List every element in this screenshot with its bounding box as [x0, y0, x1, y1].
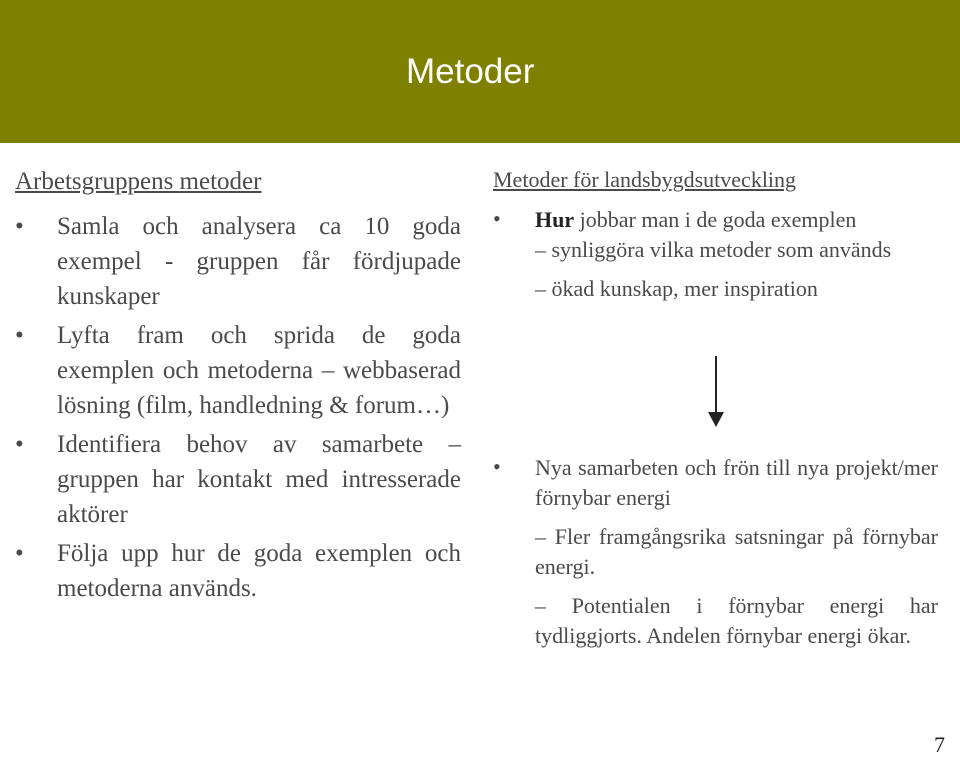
sub-item: – Potentialen i förnybar energi har tydliggjorts. Andelen förnybar energi ökar.: [535, 593, 938, 648]
sub-item: – Fler framgångsrika satsningar på förnybar energi.: [535, 524, 938, 579]
right-bullet-list-top: [493, 205, 938, 304]
emphasis-text: Hur: [535, 207, 575, 232]
left-list-item-text: Identifiera behov av samarbete – gruppen har kontakt med intresserade aktörer: [57, 431, 461, 528]
right-heading: Metoder för landsbygdsutveckling: [493, 167, 797, 192]
left-list-item-text: Lyfta fram och sprida de goda exemplen och metoderna – webbaserad lösning (film, handledning & forum…): [57, 322, 461, 419]
sub-item: – synliggöra vilka metoder som används: [535, 237, 892, 262]
right-list-item: [493, 453, 938, 513]
left-list-item-text: Samla och analysera ca 10 goda exempel - gruppen får fördjupade kunskaper: [57, 213, 461, 310]
right-list-item: [493, 205, 938, 235]
left-list-item-text: Följa upp hur de goda exemplen och metoderna används.: [57, 540, 461, 602]
bullet-icon: •: [15, 322, 24, 349]
left-list-item: [15, 427, 461, 532]
slide-title: Metoder: [406, 52, 535, 91]
right-bullet-list-bottom: [493, 453, 938, 651]
left-heading: Arbetsgruppens metoder: [15, 168, 262, 195]
title-bar: [0, 0, 960, 143]
left-list-item: [15, 318, 461, 423]
bullet-icon: •: [15, 213, 24, 240]
bullet-icon: •: [493, 454, 501, 479]
right-list-item-text: jobbar man i de goda exemplen: [574, 207, 857, 232]
sub-item: – ökad kunskap, mer inspiration: [535, 276, 818, 301]
left-bullet-list: [15, 209, 461, 610]
bullet-icon: •: [493, 206, 501, 231]
bullet-icon: •: [15, 540, 24, 567]
right-list-item-text: Nya samarbeten och frön till nya projekt/mer förnybar energi: [535, 455, 938, 510]
left-list-item: [15, 209, 461, 314]
page-number: 7: [934, 732, 945, 757]
left-list-item: [15, 536, 461, 606]
down-arrow-icon: [704, 356, 728, 428]
bullet-icon: •: [15, 431, 24, 458]
